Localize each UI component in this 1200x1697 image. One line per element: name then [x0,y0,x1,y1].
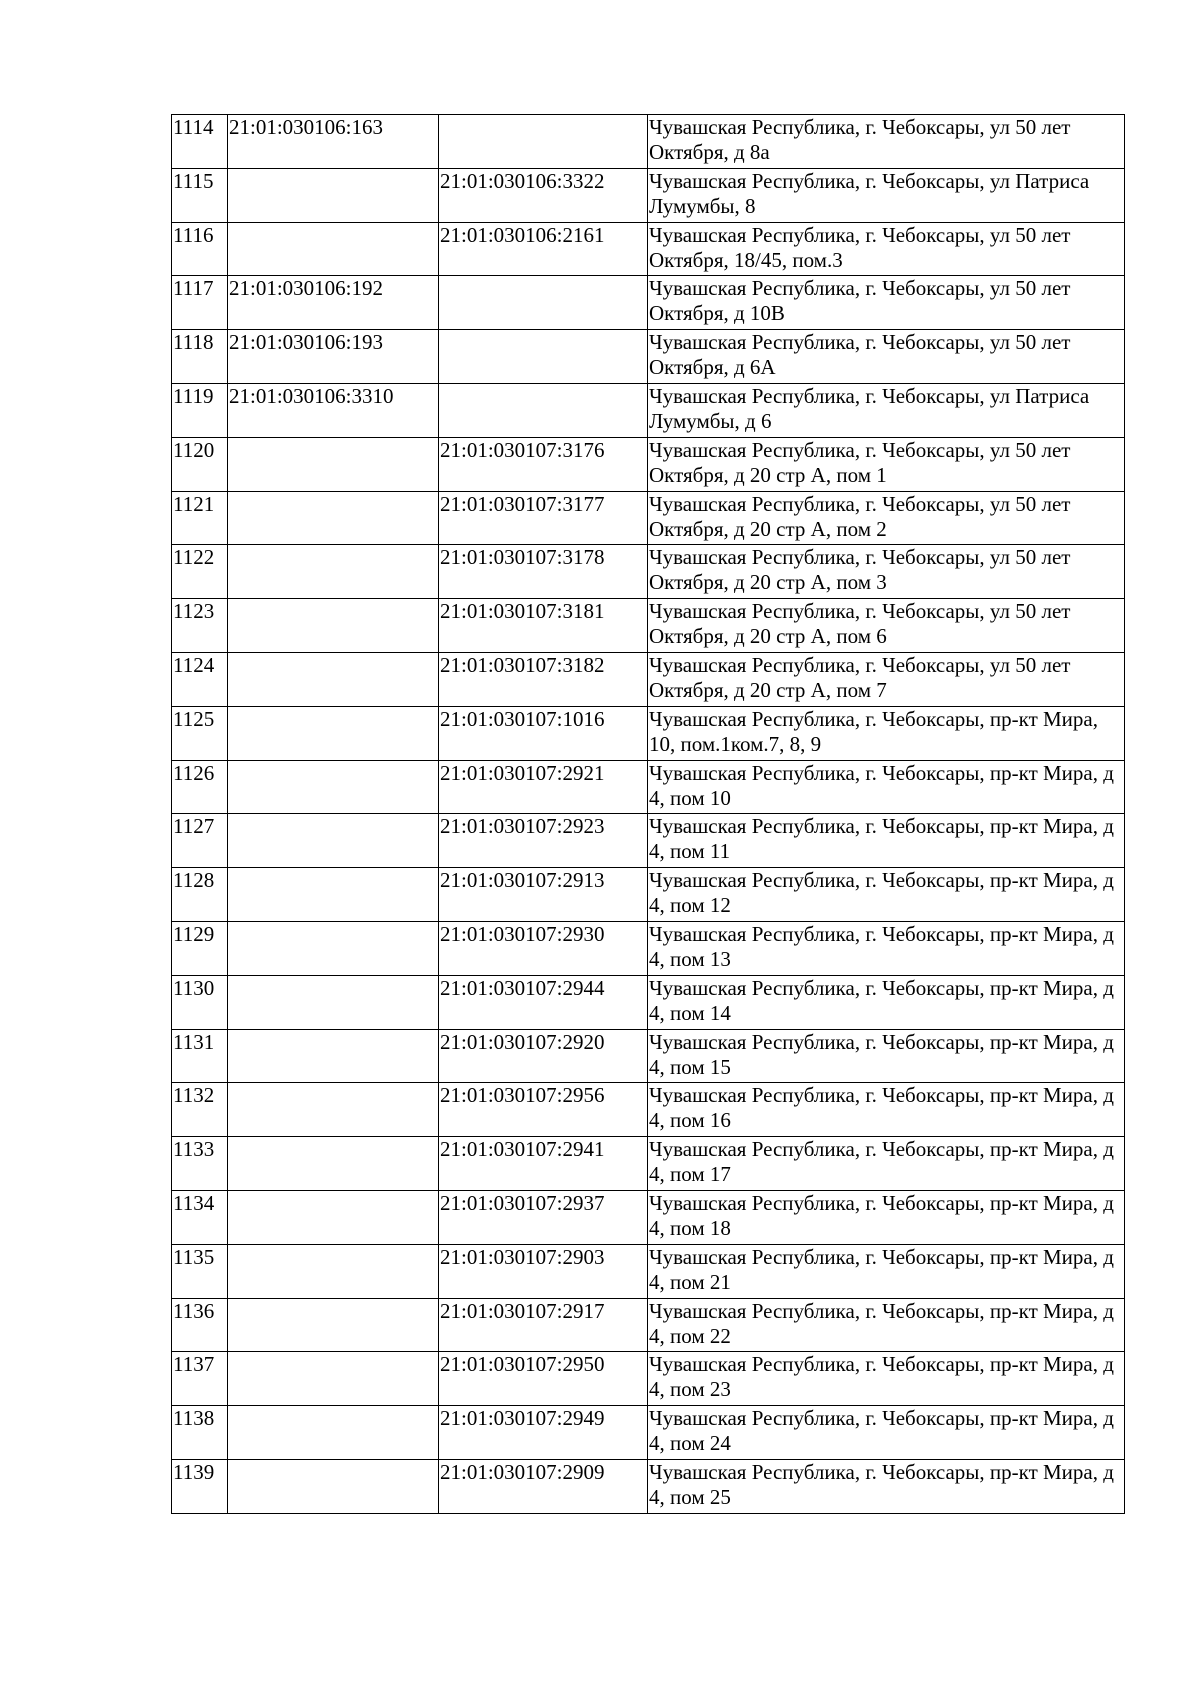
land-cadastral-cell [228,1190,439,1244]
object-cadastral-cell: 21:01:030107:2950 [439,1352,648,1406]
row-number-cell: 1114 [172,115,228,169]
address-cell: Чувашская Республика, г. Чебоксары, пр-кт Мира, д 4, пом 13 [648,921,1125,975]
land-cadastral-cell [228,921,439,975]
land-cadastral-cell: 21:01:030106:193 [228,330,439,384]
object-cadastral-cell: 21:01:030107:2941 [439,1137,648,1191]
table-row [172,115,1125,169]
object-cadastral-cell: 21:01:030107:3181 [439,599,648,653]
address-cell: Чувашская Республика, г. Чебоксары, ул 50 лет Октября, д 20 стр А, пом 1 [648,437,1125,491]
object-cadastral-cell: 21:01:030106:2161 [439,222,648,276]
table-row [172,814,1125,868]
object-cadastral-cell: 21:01:030107:3177 [439,491,648,545]
object-cadastral-cell: 21:01:030107:2909 [439,1459,648,1513]
address-cell: Чувашская Республика, г. Чебоксары, ул Патриса Лумумбы, 8 [648,168,1125,222]
row-number-cell: 1134 [172,1190,228,1244]
land-cadastral-cell: 21:01:030106:163 [228,115,439,169]
table-row [172,222,1125,276]
table-row [172,491,1125,545]
row-number-cell: 1116 [172,222,228,276]
row-number-cell: 1131 [172,1029,228,1083]
row-number-cell: 1126 [172,760,228,814]
object-cadastral-cell: 21:01:030106:3322 [439,168,648,222]
table-row [172,652,1125,706]
land-cadastral-cell [228,652,439,706]
object-cadastral-cell [439,276,648,330]
object-cadastral-cell: 21:01:030107:2949 [439,1406,648,1460]
address-cell: Чувашская Республика, г. Чебоксары, пр-кт Мира, д 4, пом 18 [648,1190,1125,1244]
table-row [172,1298,1125,1352]
row-number-cell: 1130 [172,975,228,1029]
address-cell: Чувашская Республика, г. Чебоксары, ул 50 лет Октября, д 20 стр А, пом 2 [648,491,1125,545]
address-cell: Чувашская Республика, г. Чебоксары, пр-кт Мира, д 4, пом 22 [648,1298,1125,1352]
object-cadastral-cell [439,383,648,437]
address-cell: Чувашская Республика, г. Чебоксары, пр-кт Мира, д 4, пом 10 [648,760,1125,814]
table-row [172,383,1125,437]
table-row [172,330,1125,384]
land-cadastral-cell [228,168,439,222]
row-number-cell: 1118 [172,330,228,384]
object-cadastral-cell: 21:01:030107:2956 [439,1083,648,1137]
address-cell: Чувашская Республика, г. Чебоксары, ул 50 лет Октября, д 8а [648,115,1125,169]
land-cadastral-cell [228,491,439,545]
table-row [172,760,1125,814]
object-cadastral-cell: 21:01:030107:2917 [439,1298,648,1352]
table-row [172,706,1125,760]
table-row [172,276,1125,330]
row-number-cell: 1127 [172,814,228,868]
row-number-cell: 1124 [172,652,228,706]
row-number-cell: 1128 [172,868,228,922]
row-number-cell: 1133 [172,1137,228,1191]
table-row [172,1137,1125,1191]
object-cadastral-cell [439,330,648,384]
land-cadastral-cell: 21:01:030106:192 [228,276,439,330]
row-number-cell: 1121 [172,491,228,545]
table-row [172,1352,1125,1406]
land-cadastral-cell [228,868,439,922]
object-cadastral-cell: 21:01:030107:1016 [439,706,648,760]
row-number-cell: 1119 [172,383,228,437]
row-number-cell: 1115 [172,168,228,222]
row-number-cell: 1139 [172,1459,228,1513]
land-cadastral-cell [228,706,439,760]
row-number-cell: 1138 [172,1406,228,1460]
address-cell: Чувашская Республика, г. Чебоксары, ул 50 лет Октября, д 20 стр А, пом 7 [648,652,1125,706]
object-cadastral-cell: 21:01:030107:2944 [439,975,648,1029]
address-cell: Чувашская Республика, г. Чебоксары, пр-кт Мира, д 4, пом 24 [648,1406,1125,1460]
table-row [172,599,1125,653]
table-row [172,1459,1125,1513]
object-cadastral-cell: 21:01:030107:2920 [439,1029,648,1083]
object-cadastral-cell: 21:01:030107:2930 [439,921,648,975]
table-row [172,1190,1125,1244]
row-number-cell: 1123 [172,599,228,653]
row-number-cell: 1122 [172,545,228,599]
object-cadastral-cell: 21:01:030107:3176 [439,437,648,491]
land-cadastral-cell [228,599,439,653]
address-cell: Чувашская Республика, г. Чебоксары, пр-кт Мира, д 4, пом 25 [648,1459,1125,1513]
row-number-cell: 1129 [172,921,228,975]
row-number-cell: 1137 [172,1352,228,1406]
table-row [172,1029,1125,1083]
land-cadastral-cell [228,1244,439,1298]
address-cell: Чувашская Республика, г. Чебоксары, пр-кт Мира, д 4, пом 14 [648,975,1125,1029]
address-cell: Чувашская Республика, г. Чебоксары, пр-кт Мира, д 4, пом 11 [648,814,1125,868]
land-cadastral-cell [228,1137,439,1191]
land-cadastral-cell [228,222,439,276]
land-cadastral-cell [228,1298,439,1352]
address-cell: Чувашская Республика, г. Чебоксары, пр-кт Мира, д 4, пом 15 [648,1029,1125,1083]
row-number-cell: 1120 [172,437,228,491]
land-cadastral-cell [228,1029,439,1083]
table-row [172,921,1125,975]
address-cell: Чувашская Республика, г. Чебоксары, ул 50 лет Октября, 18/45, пом.3 [648,222,1125,276]
object-cadastral-cell: 21:01:030107:2921 [439,760,648,814]
address-cell: Чувашская Республика, г. Чебоксары, пр-кт Мира, д 4, пом 12 [648,868,1125,922]
table-row [172,868,1125,922]
land-cadastral-cell [228,1352,439,1406]
object-cadastral-cell: 21:01:030107:2903 [439,1244,648,1298]
land-cadastral-cell: 21:01:030106:3310 [228,383,439,437]
table-row [172,1406,1125,1460]
table-row [172,437,1125,491]
table-row [172,168,1125,222]
table-body [172,115,1125,1514]
address-cell: Чувашская Республика, г. Чебоксары, ул 50 лет Октября, д 10В [648,276,1125,330]
table-row [172,1083,1125,1137]
row-number-cell: 1135 [172,1244,228,1298]
object-cadastral-cell: 21:01:030107:2937 [439,1190,648,1244]
row-number-cell: 1125 [172,706,228,760]
land-cadastral-cell [228,1083,439,1137]
address-cell: Чувашская Республика, г. Чебоксары, пр-кт Мира, д 4, пом 16 [648,1083,1125,1137]
land-cadastral-cell [228,1406,439,1460]
table-row [172,1244,1125,1298]
object-cadastral-cell: 21:01:030107:3182 [439,652,648,706]
object-cadastral-cell: 21:01:030107:2913 [439,868,648,922]
land-cadastral-cell [228,814,439,868]
address-cell: Чувашская Республика, г. Чебоксары, пр-кт Мира, д 4, пом 21 [648,1244,1125,1298]
property-table [171,114,1125,1514]
address-cell: Чувашская Республика, г. Чебоксары, ул Патриса Лумумбы, д 6 [648,383,1125,437]
land-cadastral-cell [228,545,439,599]
row-number-cell: 1132 [172,1083,228,1137]
address-cell: Чувашская Республика, г. Чебоксары, ул 50 лет Октября, д 6А [648,330,1125,384]
land-cadastral-cell [228,1459,439,1513]
land-cadastral-cell [228,760,439,814]
address-cell: Чувашская Республика, г. Чебоксары, ул 50 лет Октября, д 20 стр А, пом 6 [648,599,1125,653]
land-cadastral-cell [228,975,439,1029]
table-row [172,975,1125,1029]
address-cell: Чувашская Республика, г. Чебоксары, ул 50 лет Октября, д 20 стр А, пом 3 [648,545,1125,599]
row-number-cell: 1117 [172,276,228,330]
table-row [172,545,1125,599]
land-cadastral-cell [228,437,439,491]
address-cell: Чувашская Республика, г. Чебоксары, пр-кт Мира, 10, пом.1ком.7, 8, 9 [648,706,1125,760]
address-cell: Чувашская Республика, г. Чебоксары, пр-кт Мира, д 4, пом 23 [648,1352,1125,1406]
row-number-cell: 1136 [172,1298,228,1352]
object-cadastral-cell: 21:01:030107:2923 [439,814,648,868]
address-cell: Чувашская Республика, г. Чебоксары, пр-кт Мира, д 4, пом 17 [648,1137,1125,1191]
object-cadastral-cell: 21:01:030107:3178 [439,545,648,599]
object-cadastral-cell [439,115,648,169]
